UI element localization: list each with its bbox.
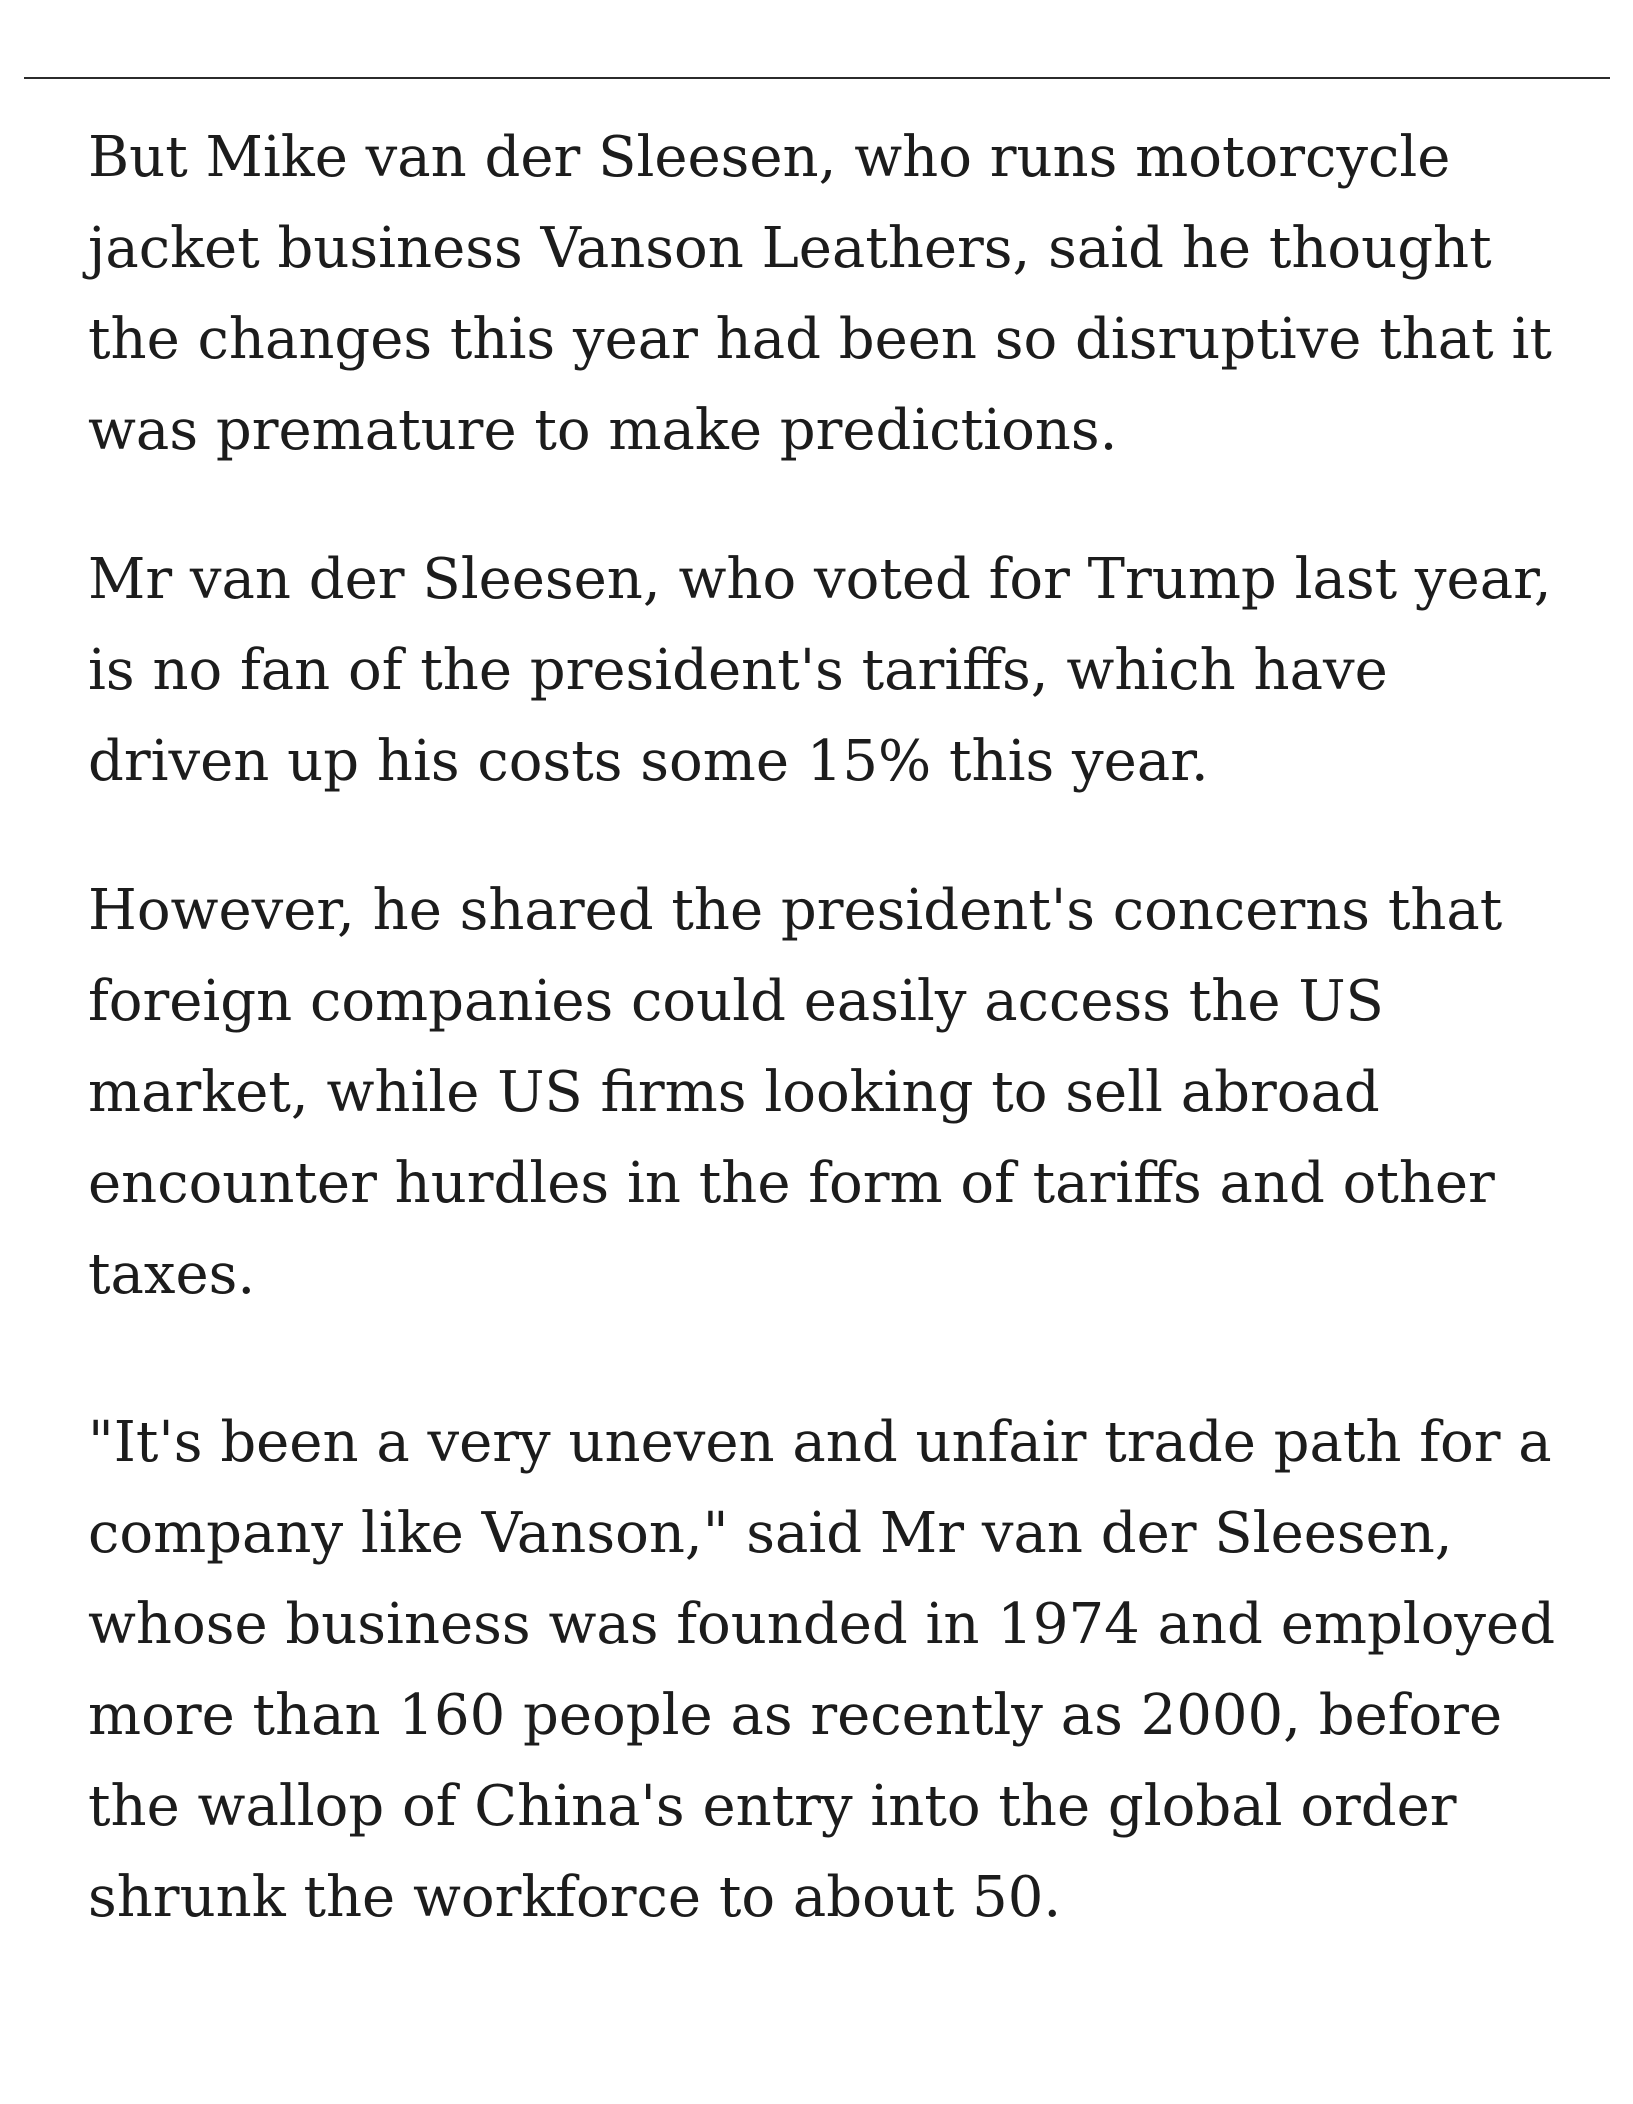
article-paragraph: "It's been a very uneven and unfair trade path for a company like Vanson," said Mr van der Sleesen, whose business was founded in 1974 and employed more than 160 people as recently as 2000, before the wallop of China's entry into the global order shrunk the workforce to about 50. <box>88 1410 1556 1930</box>
article-paragraph: But Mike van der Sleesen, who runs motorcycle jacket business Vanson Leathers, said he thought the changes this year had been so disruptive that it was premature to make predictions. <box>88 125 1552 463</box>
article-paragraph: Mr van der Sleesen, who voted for Trump last year, is no fan of the president's tariffs, which have driven up his costs some 15% this year. <box>88 547 1552 794</box>
top-divider <box>24 77 1610 79</box>
article-paragraph: However, he shared the president's concerns that foreign companies could easily access the US market, while US firms looking to sell abroad encounter hurdles in the form of tariffs and other taxes. <box>88 878 1503 1307</box>
article-body <box>88 112 1558 1943</box>
